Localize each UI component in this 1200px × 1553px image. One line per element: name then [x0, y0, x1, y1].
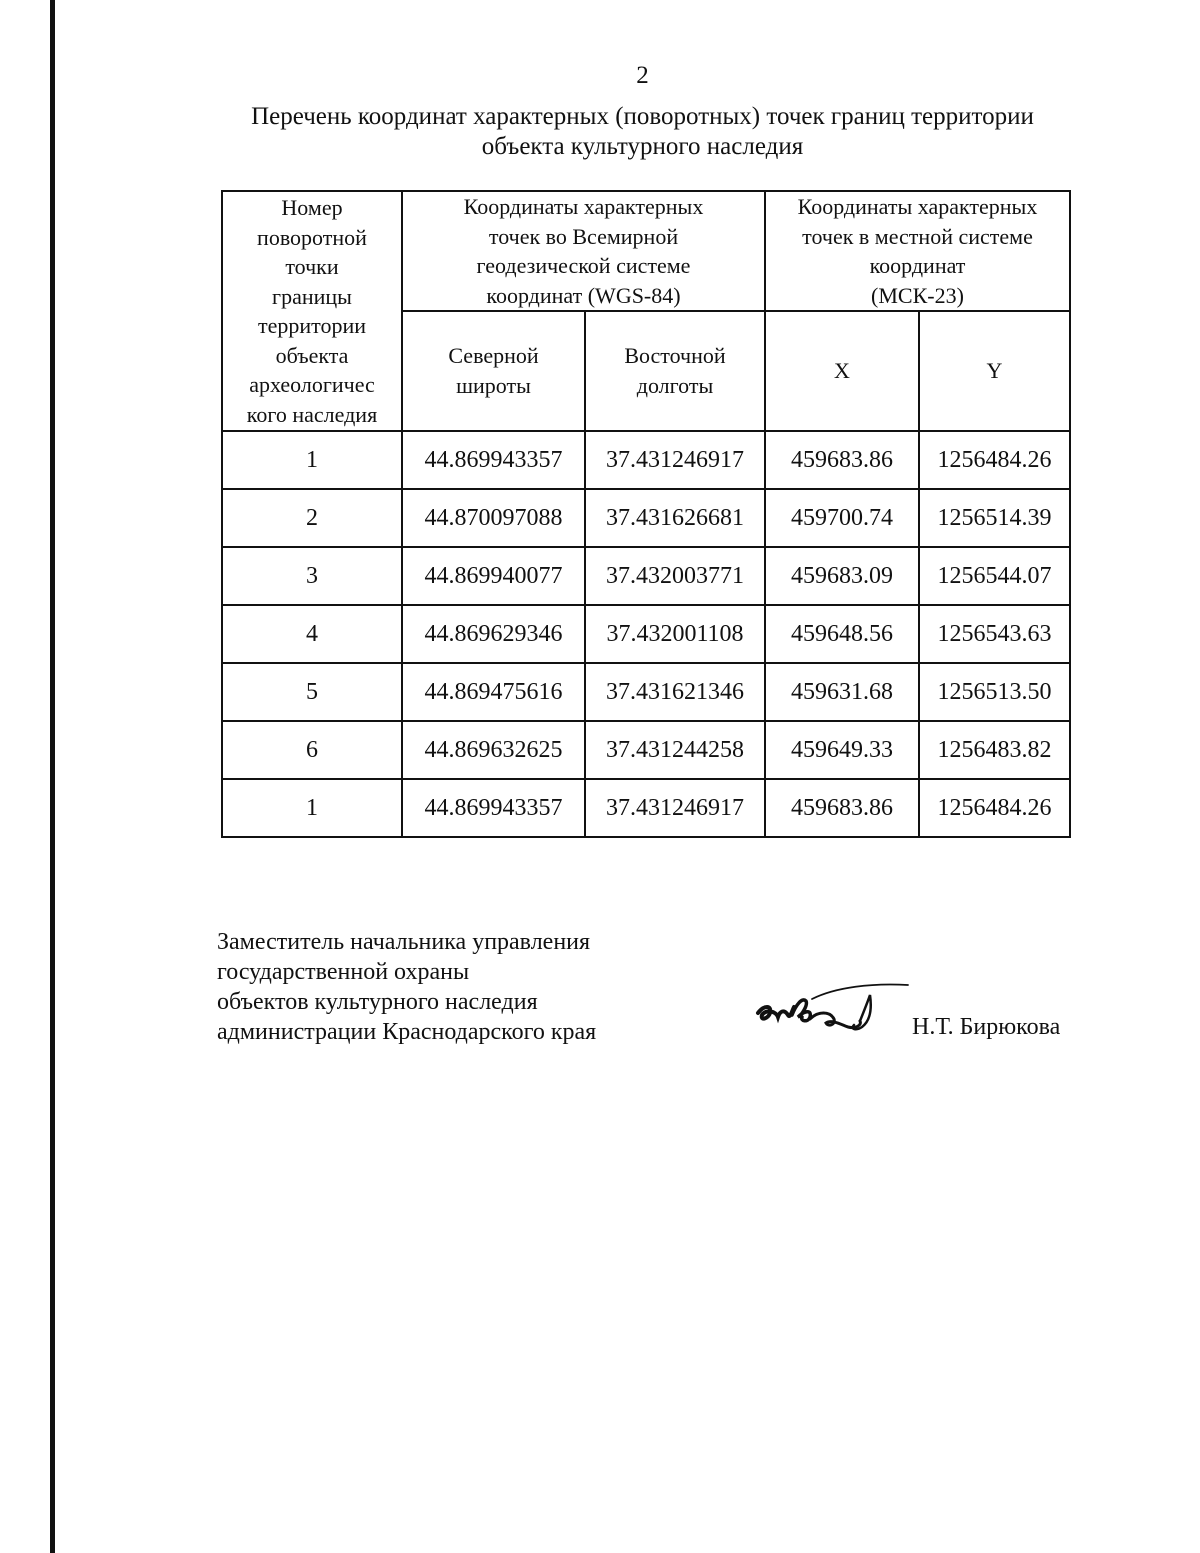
cell-point-number: 6 — [222, 721, 402, 779]
cell-x: 459631.68 — [765, 663, 919, 721]
position-line-2: государственной охраны — [217, 959, 470, 985]
cell-longitude: 37.431626681 — [585, 489, 765, 547]
handwritten-signature — [752, 975, 912, 1045]
cell-y: 1256514.39 — [919, 489, 1070, 547]
header-wgs84-group: Координаты характерных точек во Всемирной геодезической системе координат (WGS-84) — [402, 191, 765, 311]
header-msk23-group: Координаты характерных точек в местной системе координат (МСК-23) — [765, 191, 1070, 311]
header-longitude: Восточной долготы — [585, 311, 765, 431]
position-line-3: объектов культурного наследия — [217, 989, 538, 1015]
cell-y: 1256544.07 — [919, 547, 1070, 605]
cell-longitude: 37.431246917 — [585, 431, 765, 489]
table-header-row-1 — [222, 191, 1070, 311]
document-title — [200, 102, 1085, 162]
cell-y: 1256484.26 — [919, 431, 1070, 489]
cell-x: 459700.74 — [765, 489, 919, 547]
cell-longitude: 37.431244258 — [585, 721, 765, 779]
header-y: Y — [919, 311, 1070, 431]
cell-latitude: 44.869943357 — [402, 431, 585, 489]
position-line-4: администрации Краснодарского края — [217, 1019, 597, 1045]
cell-y: 1256513.50 — [919, 663, 1070, 721]
cell-x: 459683.86 — [765, 431, 919, 489]
document-title-line-1: Перечень координат характерных (поворотных) точек границ территории — [251, 103, 1034, 130]
cell-longitude: 37.431621346 — [585, 663, 765, 721]
cell-x: 459683.09 — [765, 547, 919, 605]
cell-latitude: 44.870097088 — [402, 489, 585, 547]
header-latitude: Северной широты — [402, 311, 585, 431]
table-row — [222, 779, 1070, 837]
cell-point-number: 4 — [222, 605, 402, 663]
cell-longitude: 37.432003771 — [585, 547, 765, 605]
table-row — [222, 431, 1070, 489]
cell-longitude: 37.431246917 — [585, 779, 765, 837]
cell-latitude: 44.869629346 — [402, 605, 585, 663]
cell-y: 1256483.82 — [919, 721, 1070, 779]
coordinates-table — [221, 190, 1071, 838]
table-row — [222, 605, 1070, 663]
document-title-line-2: объекта культурного наследия — [481, 133, 804, 160]
cell-point-number: 5 — [222, 663, 402, 721]
cell-x: 459648.56 — [765, 605, 919, 663]
signatory-name: Н.Т. Бирюкова — [912, 1014, 1061, 1040]
table-row — [222, 663, 1070, 721]
table-row — [222, 547, 1070, 605]
cell-y: 1256543.63 — [919, 605, 1070, 663]
cell-y: 1256484.26 — [919, 779, 1070, 837]
page-edge-rule — [50, 0, 55, 1553]
cell-x: 459683.86 — [765, 779, 919, 837]
cell-point-number: 2 — [222, 489, 402, 547]
header-point-number: Номер поворотной точки границы территории объекта археологичес кого наследия — [222, 191, 402, 431]
cell-point-number: 1 — [222, 431, 402, 489]
cell-point-number: 3 — [222, 547, 402, 605]
page-number: 2 — [636, 62, 649, 89]
signatory-position — [217, 927, 596, 1047]
table-row — [222, 721, 1070, 779]
table-row — [222, 489, 1070, 547]
cell-latitude: 44.869632625 — [402, 721, 585, 779]
cell-longitude: 37.432001108 — [585, 605, 765, 663]
header-x: X — [765, 311, 919, 431]
cell-latitude: 44.869943357 — [402, 779, 585, 837]
position-line-1: Заместитель начальника управления — [217, 929, 591, 955]
cell-x: 459649.33 — [765, 721, 919, 779]
cell-point-number: 1 — [222, 779, 402, 837]
cell-latitude: 44.869475616 — [402, 663, 585, 721]
cell-latitude: 44.869940077 — [402, 547, 585, 605]
